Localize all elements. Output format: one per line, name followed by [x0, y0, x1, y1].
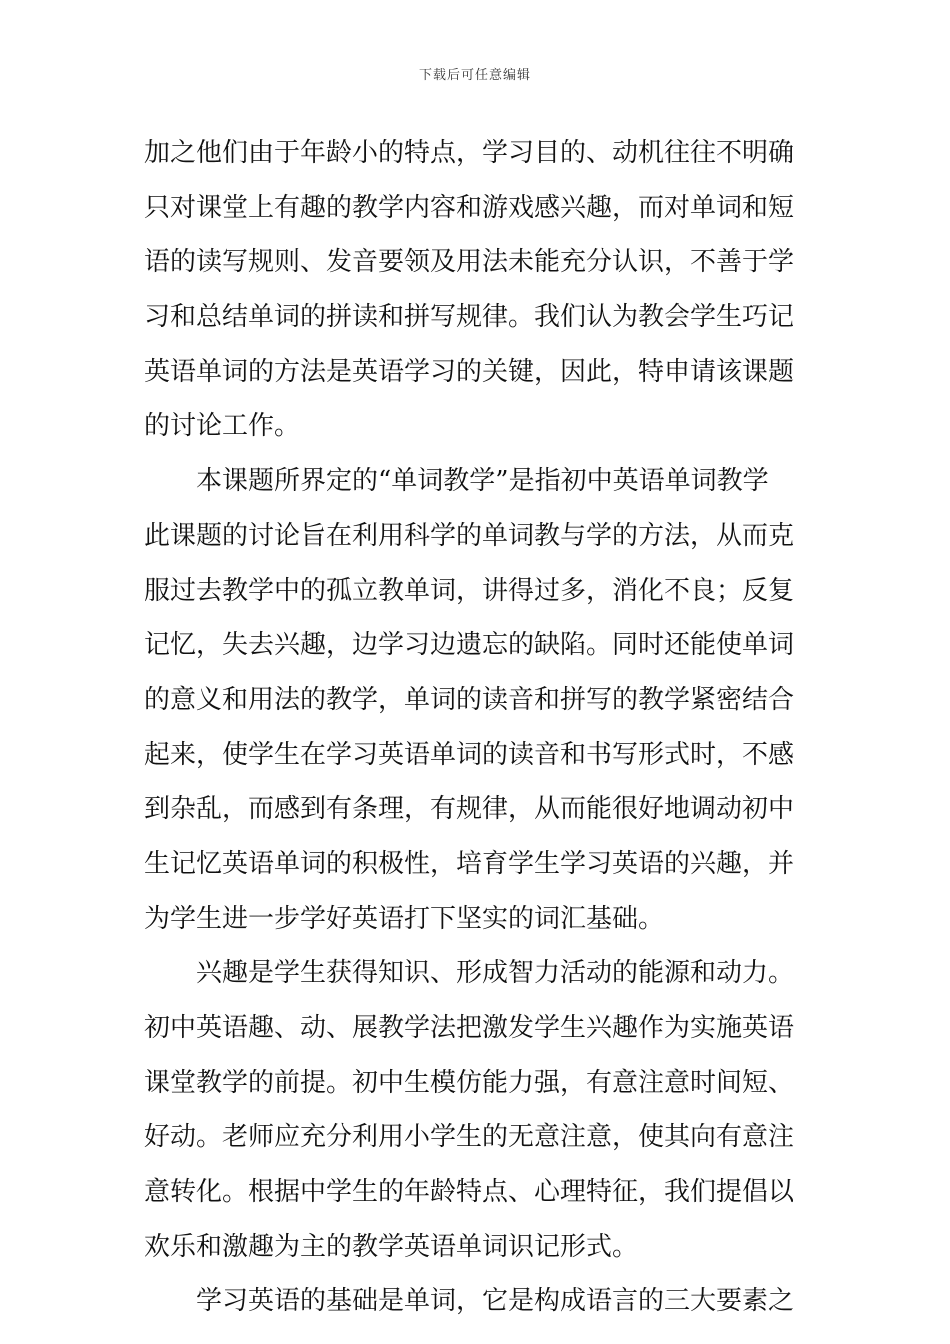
text-line: 习和总结单词的拼读和拼写规律。我们认为教会学生巧记 [144, 302, 795, 333]
paragraph-first-line: 本课题所界定的“单词教学”是指初中英语单词教学 [196, 466, 769, 497]
text-line: 意转化。根据中学生的年龄特点、心理特征，我们提倡以 [144, 1177, 795, 1208]
text-line: 课堂教学的前提。初中生模仿能力强，有意注意时间短、 [144, 1067, 795, 1098]
paragraph-first-line: 学习英语的基础是单词，它是构成语言的三大要素之 [196, 1286, 795, 1317]
text-line: 为学生进一步学好英语打下坚实的词汇基础。 [144, 903, 665, 934]
text-line: 服过去教学中的孤立教单词，讲得过多，消化不良；反复 [144, 575, 795, 606]
text-line: 初中英语趣、动、展教学法把激发学生兴趣作为实施英语 [144, 1013, 795, 1043]
text-line: 此课题的讨论旨在利用科学的单词教与学的方法，从而克 [144, 520, 795, 551]
text-line: 的讨论工作。 [144, 411, 301, 442]
paragraph-first-line: 兴趣是学生获得知识、形成智力活动的能源和动力。 [196, 958, 795, 989]
text-line: 记忆，失去兴趣，边学习边遗忘的缺陷。同时还能使单词 [144, 630, 795, 661]
text-line: 的意义和用法的教学，单词的读音和拼写的教学紧密结合 [144, 684, 795, 715]
text-line: 语的读写规则、发音要领及用法未能充分认识，不善于学 [144, 247, 795, 278]
text-line: 欢乐和激趣为主的教学英语单词识记形式。 [144, 1231, 639, 1262]
text-line: 生记忆英语单词的积极性，培育学生学习英语的兴趣，并 [144, 848, 795, 879]
document-body [144, 126, 809, 1329]
text-line: 只对课堂上有趣的教学内容和游戏感兴趣，而对单词和短 [144, 192, 795, 223]
page-header-note: 下载后可任意编辑 [418, 68, 531, 83]
text-line: 加之他们由于年龄小的特点，学习目的、动机往往不明确 [144, 138, 795, 168]
text-line: 英语单词的方法是英语学习的关键，因此，特申请该课题 [144, 356, 795, 387]
text-line: 起来，使学生在学习英语单词的读音和书写形式时，不感 [144, 739, 795, 770]
text-line: 到杂乱，而感到有条理，有规律，从而能很好地调动初中 [144, 794, 795, 825]
text-line: 好动。老师应充分利用小学生的无意注意，使其向有意注 [144, 1122, 795, 1153]
